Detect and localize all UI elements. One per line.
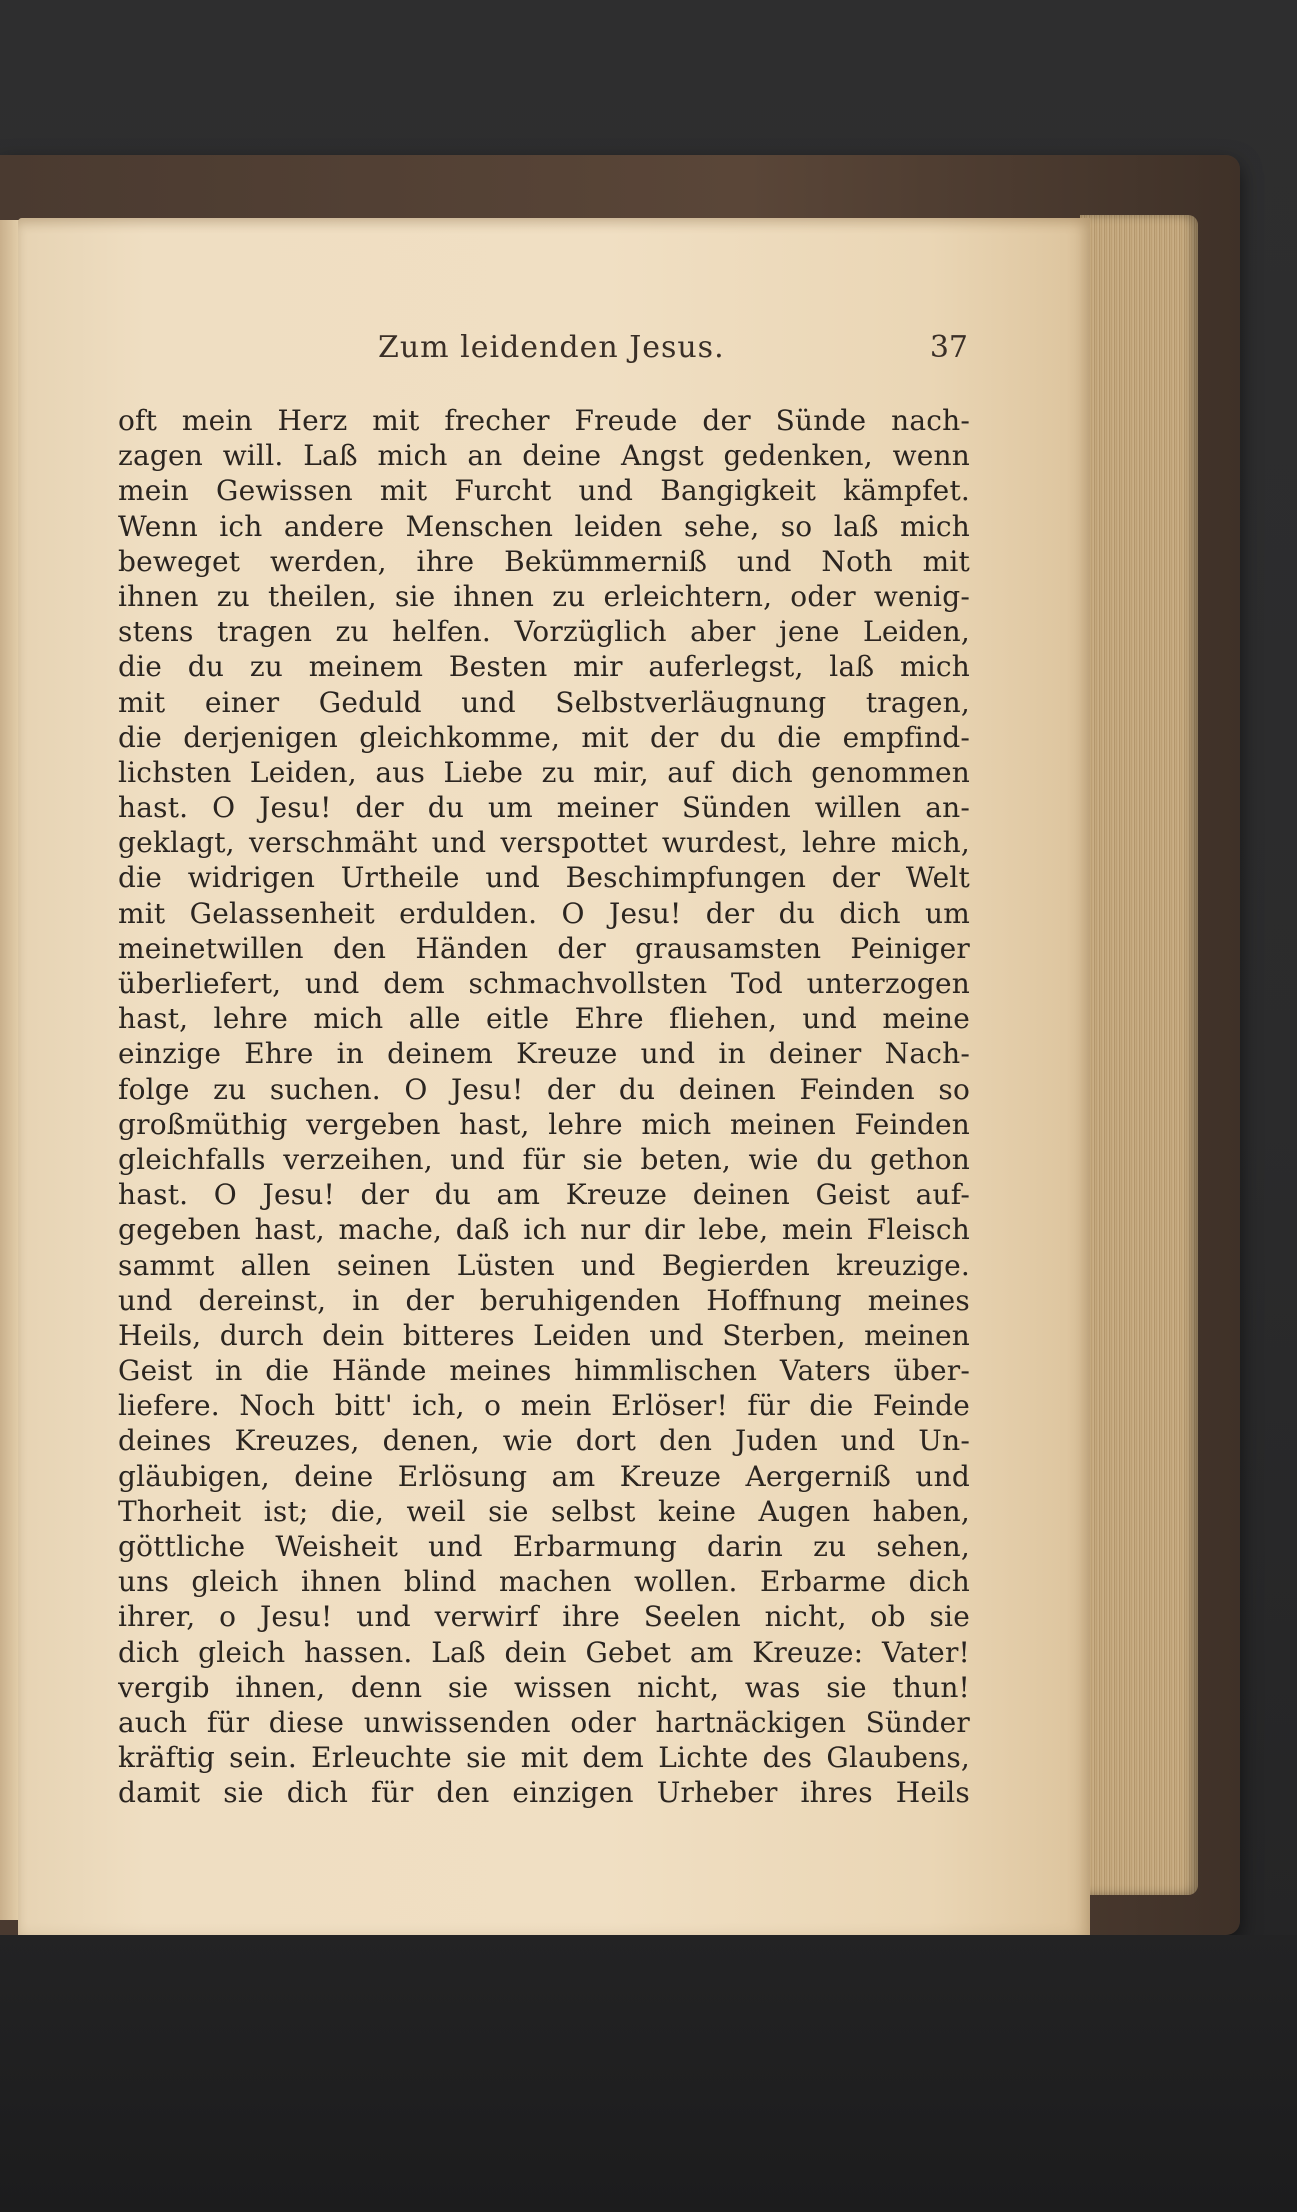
text-line: die widrigen Urtheile und Beschimpfungen der Welt (118, 861, 970, 895)
body-text (118, 403, 970, 1811)
text-line: gläubigen, deine Erlösung am Kreuze Aergerniß und (118, 1459, 970, 1493)
text-line: beweget werden, ihre Bekümmerniß und Noth mit (118, 544, 970, 578)
running-title: Zum leidenden Jesus. (378, 330, 725, 365)
text-line: mit Gelassenheit erdulden. O Jesu! der du dich um (118, 896, 970, 930)
text-line: hast, lehre mich alle eitle Ehre fliehen, und meine (118, 1002, 970, 1036)
text-line: mit einer Geduld und Selbstverläugnung tragen, (118, 685, 970, 719)
text-line: folge zu suchen. O Jesu! der du deinen Feinden so (118, 1072, 970, 1106)
page-edges (1080, 215, 1198, 1895)
background-surface (0, 1935, 1297, 2212)
text-line: einzige Ehre in deinem Kreuze und in deiner Nach- (118, 1037, 970, 1071)
text-line: uns gleich ihnen blind machen wollen. Erbarme dich (118, 1565, 970, 1599)
text-line: meinetwillen den Händen der grausamsten Peiniger (118, 931, 970, 965)
text-line: kräftig sein. Erleuchte sie mit dem Lichte des Glaubens, (118, 1741, 970, 1775)
text-line: Thorheit ist; die, weil sie selbst keine Augen haben, (118, 1494, 970, 1528)
text-line: Wenn ich andere Menschen leiden sehe, so laß mich (118, 509, 970, 543)
text-line: stens tragen zu helfen. Vorzüglich aber jene Leiden, (118, 615, 970, 649)
text-line: liefere. Noch bitt' ich, o mein Erlöser! für die Feinde (118, 1389, 970, 1423)
text-line: dich gleich hassen. Laß dein Gebet am Kreuze: Vater! (118, 1635, 970, 1669)
book-page (18, 218, 1090, 1938)
text-line: gleichfalls verzeihen, und für sie beten, wie du gethon (118, 1142, 970, 1176)
text-line: und dereinst, in der beruhigenden Hoffnung meines (118, 1283, 970, 1317)
text-line: ihrer, o Jesu! und verwirf ihre Seelen nicht, ob sie (118, 1600, 970, 1634)
text-line: überliefert, und dem schmachvollsten Tod unterzogen (118, 967, 970, 1000)
text-line: hast. O Jesu! der du um meiner Sünden willen an- (118, 791, 970, 825)
text-line: die derjenigen gleichkomme, mit der du die empfind- (118, 720, 970, 754)
text-line: Heils, durch dein bitteres Leiden und Sterben, meinen (118, 1318, 970, 1352)
text-line: göttliche Weisheit und Erbarmung darin zu sehen, (118, 1530, 970, 1563)
text-line: mein Gewissen mit Furcht und Bangigkeit kämpfet. (118, 474, 970, 508)
text-line: ihnen zu theilen, sie ihnen zu erleichtern, oder wenig- (118, 579, 970, 613)
text-line: deines Kreuzes, denen, wie dort den Juden und Un- (118, 1424, 970, 1458)
text-line: oft mein Herz mit frecher Freude der Sünde nach- (118, 404, 970, 437)
text-line: auch für diese unwissenden oder hartnäckigen Sünder (118, 1705, 970, 1739)
text-line: die du zu meinem Besten mir auferlegst, laß mich (118, 650, 970, 684)
text-line: damit sie dich für den einzigen Urheber ihres Heils (118, 1776, 970, 1810)
text-line: gegeben hast, mache, daß ich nur dir lebe, mein Fleisch (118, 1213, 970, 1247)
text-line: zagen will. Laß mich an deine Angst gedenken, wenn (118, 439, 970, 473)
text-line: vergib ihnen, denn sie wissen nicht, was sie thun! (118, 1670, 970, 1704)
text-line: sammt allen seinen Lüsten und Begierden kreuzige. (118, 1248, 970, 1282)
text-line: Geist in die Hände meines himmlischen Vaters über- (118, 1354, 970, 1388)
page-number: 37 (929, 330, 968, 365)
text-line: hast. O Jesu! der du am Kreuze deinen Geist auf- (118, 1178, 970, 1212)
text-line: großmüthig vergeben hast, lehre mich meinen Feinden (118, 1107, 970, 1141)
text-line: geklagt, verschmäht und verspottet wurdest, lehre mich, (118, 826, 970, 860)
text-line: lichsten Leiden, aus Liebe zu mir, auf dich genommen (118, 755, 970, 789)
running-head (378, 330, 968, 378)
